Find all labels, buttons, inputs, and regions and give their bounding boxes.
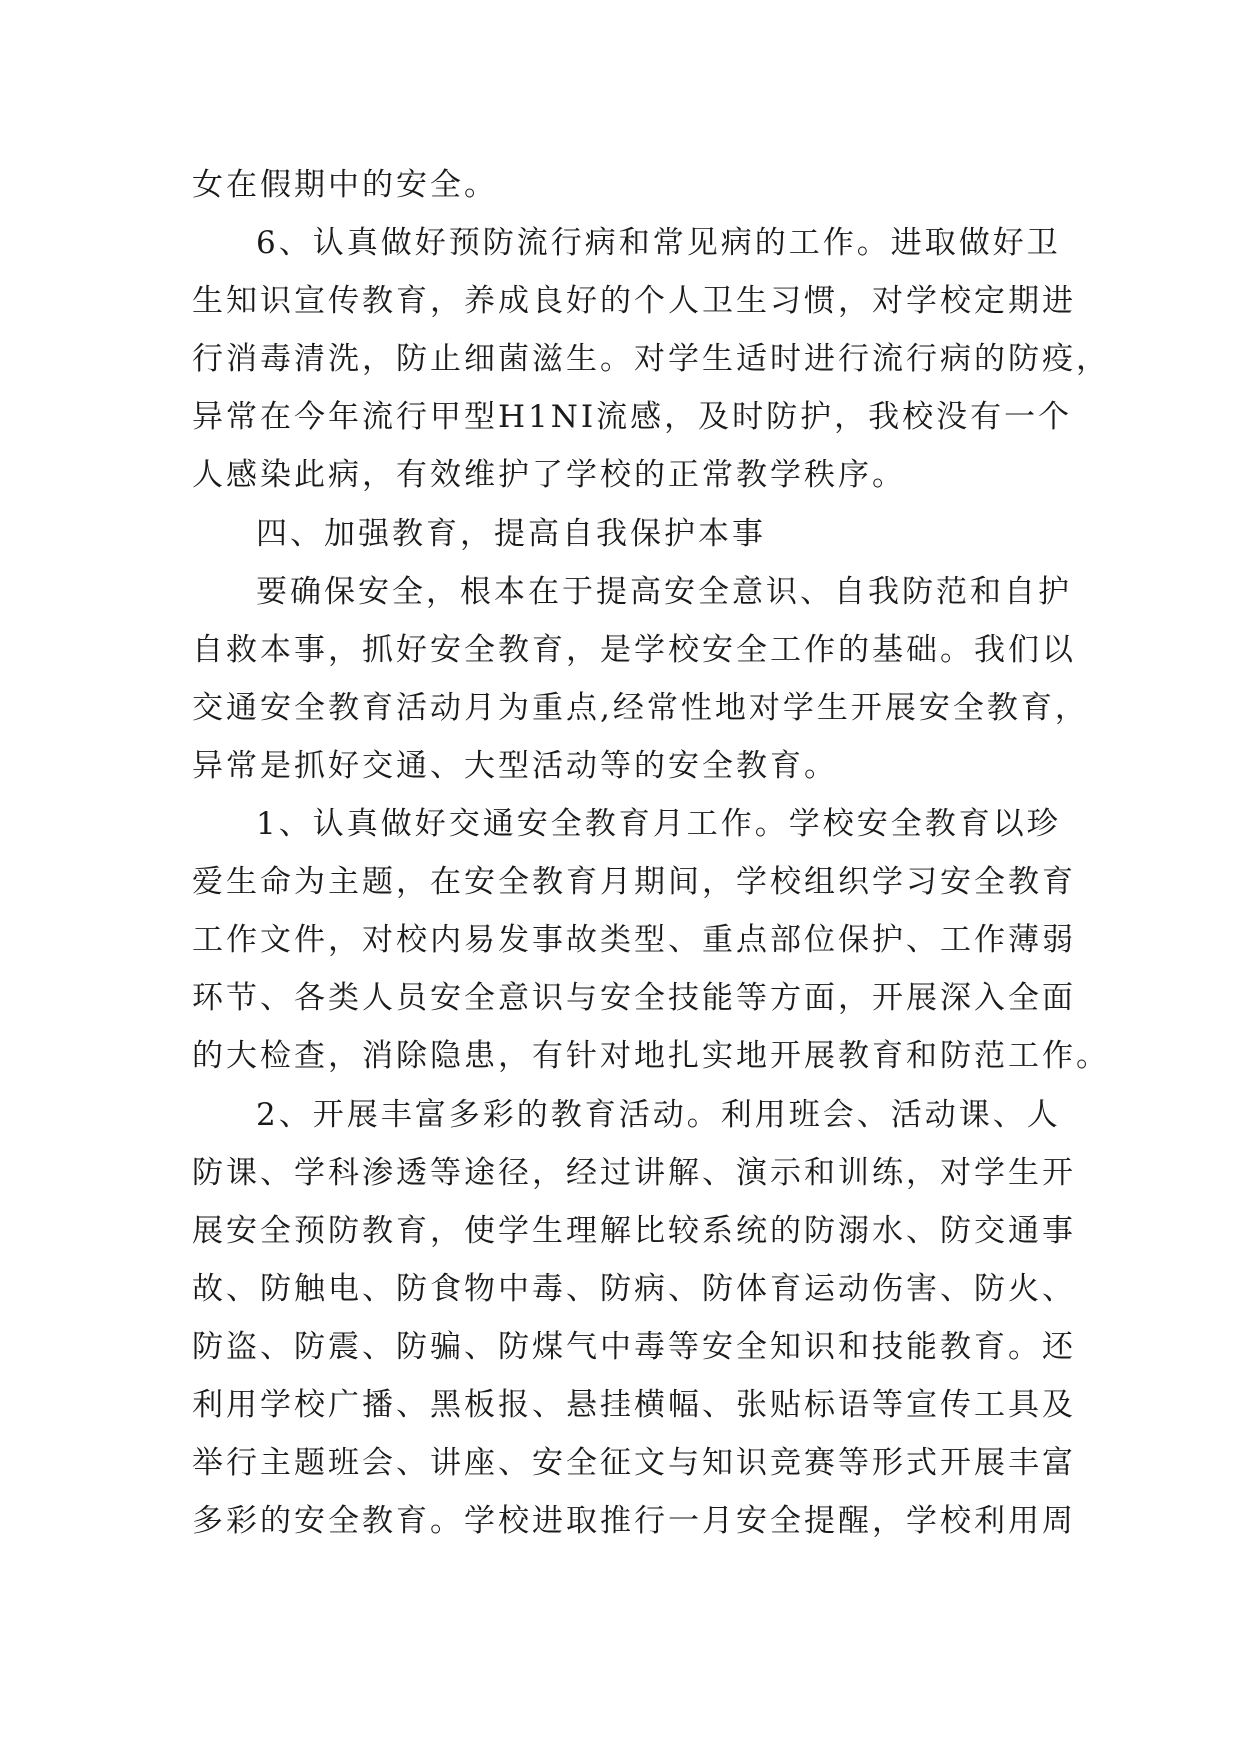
text-line: 举行主题班会、讲座、安全征文与知识竞赛等形式开展丰富 <box>192 1445 1076 1482</box>
document-body <box>192 156 1110 1550</box>
text-line: 工作文件，对校内易发事故类型、重点部位保护、工作薄弱 <box>192 922 1076 959</box>
text-line: 行消毒清洗，防止细菌滋生。对学生适时进行流行病的防疫， <box>192 341 1110 378</box>
text-line: 利用学校广播、黑板报、悬挂横幅、张贴标语等宣传工具及 <box>192 1386 1076 1423</box>
text-line: 防课、学科渗透等途径，经过讲解、演示和训练，对学生开 <box>192 1154 1076 1191</box>
text-line: 女在假期中的安全。 <box>192 167 498 203</box>
text-line: 异常是抓好交通、大型活动等的安全教育。 <box>192 747 838 784</box>
paragraph-start-line: 2、开展丰富多彩的教育活动。利用班会、活动课、人 <box>256 1096 1061 1133</box>
paragraph-start-line: 要确保安全，根本在于提高安全意识、自我防范和自护 <box>256 573 1072 610</box>
text-line: 异常在今年流行甲型H1NI流感，及时防护，我校没有一个 <box>192 399 1073 436</box>
paragraph-start-line: 6、认真做好预防流行病和常见病的工作。进取做好卫 <box>256 225 1061 262</box>
text-line: 生知识宣传教育，养成良好的个人卫生习惯，对学校定期进 <box>192 283 1076 320</box>
text-line: 的大检查，消除隐患，有针对地扎实地开展教育和防范工作。 <box>192 1038 1110 1075</box>
text-line: 多彩的安全教育。学校进取推行一月安全提醒，学校利用周 <box>192 1503 1076 1540</box>
text-line: 展安全预防教育，使学生理解比较系统的防溺水、防交通事 <box>192 1212 1076 1249</box>
text-line: 环节、各类人员安全意识与安全技能等方面，开展深入全面 <box>192 980 1076 1017</box>
text-line: 爱生命为主题，在安全教育月期间，学校组织学习安全教育 <box>192 864 1076 901</box>
text-line: 防盗、防震、防骗、防煤气中毒等安全知识和技能教育。还 <box>192 1328 1076 1365</box>
text-line: 自救本事，抓好安全教育，是学校安全工作的基础。我们以 <box>192 631 1076 668</box>
section-heading: 四、加强教育，提高自我保护本事 <box>256 515 766 552</box>
paragraph-start-line: 1、认真做好交通安全教育月工作。学校安全教育以珍 <box>256 806 1061 843</box>
text-line: 人感染此病，有效维护了学校的正常教学秩序。 <box>192 457 906 494</box>
text-line: 交通安全教育活动月为重点,经常性地对学生开展安全教育， <box>192 689 1089 726</box>
text-line: 故、防触电、防食物中毒、防病、防体育运动伤害、防火、 <box>192 1270 1076 1307</box>
